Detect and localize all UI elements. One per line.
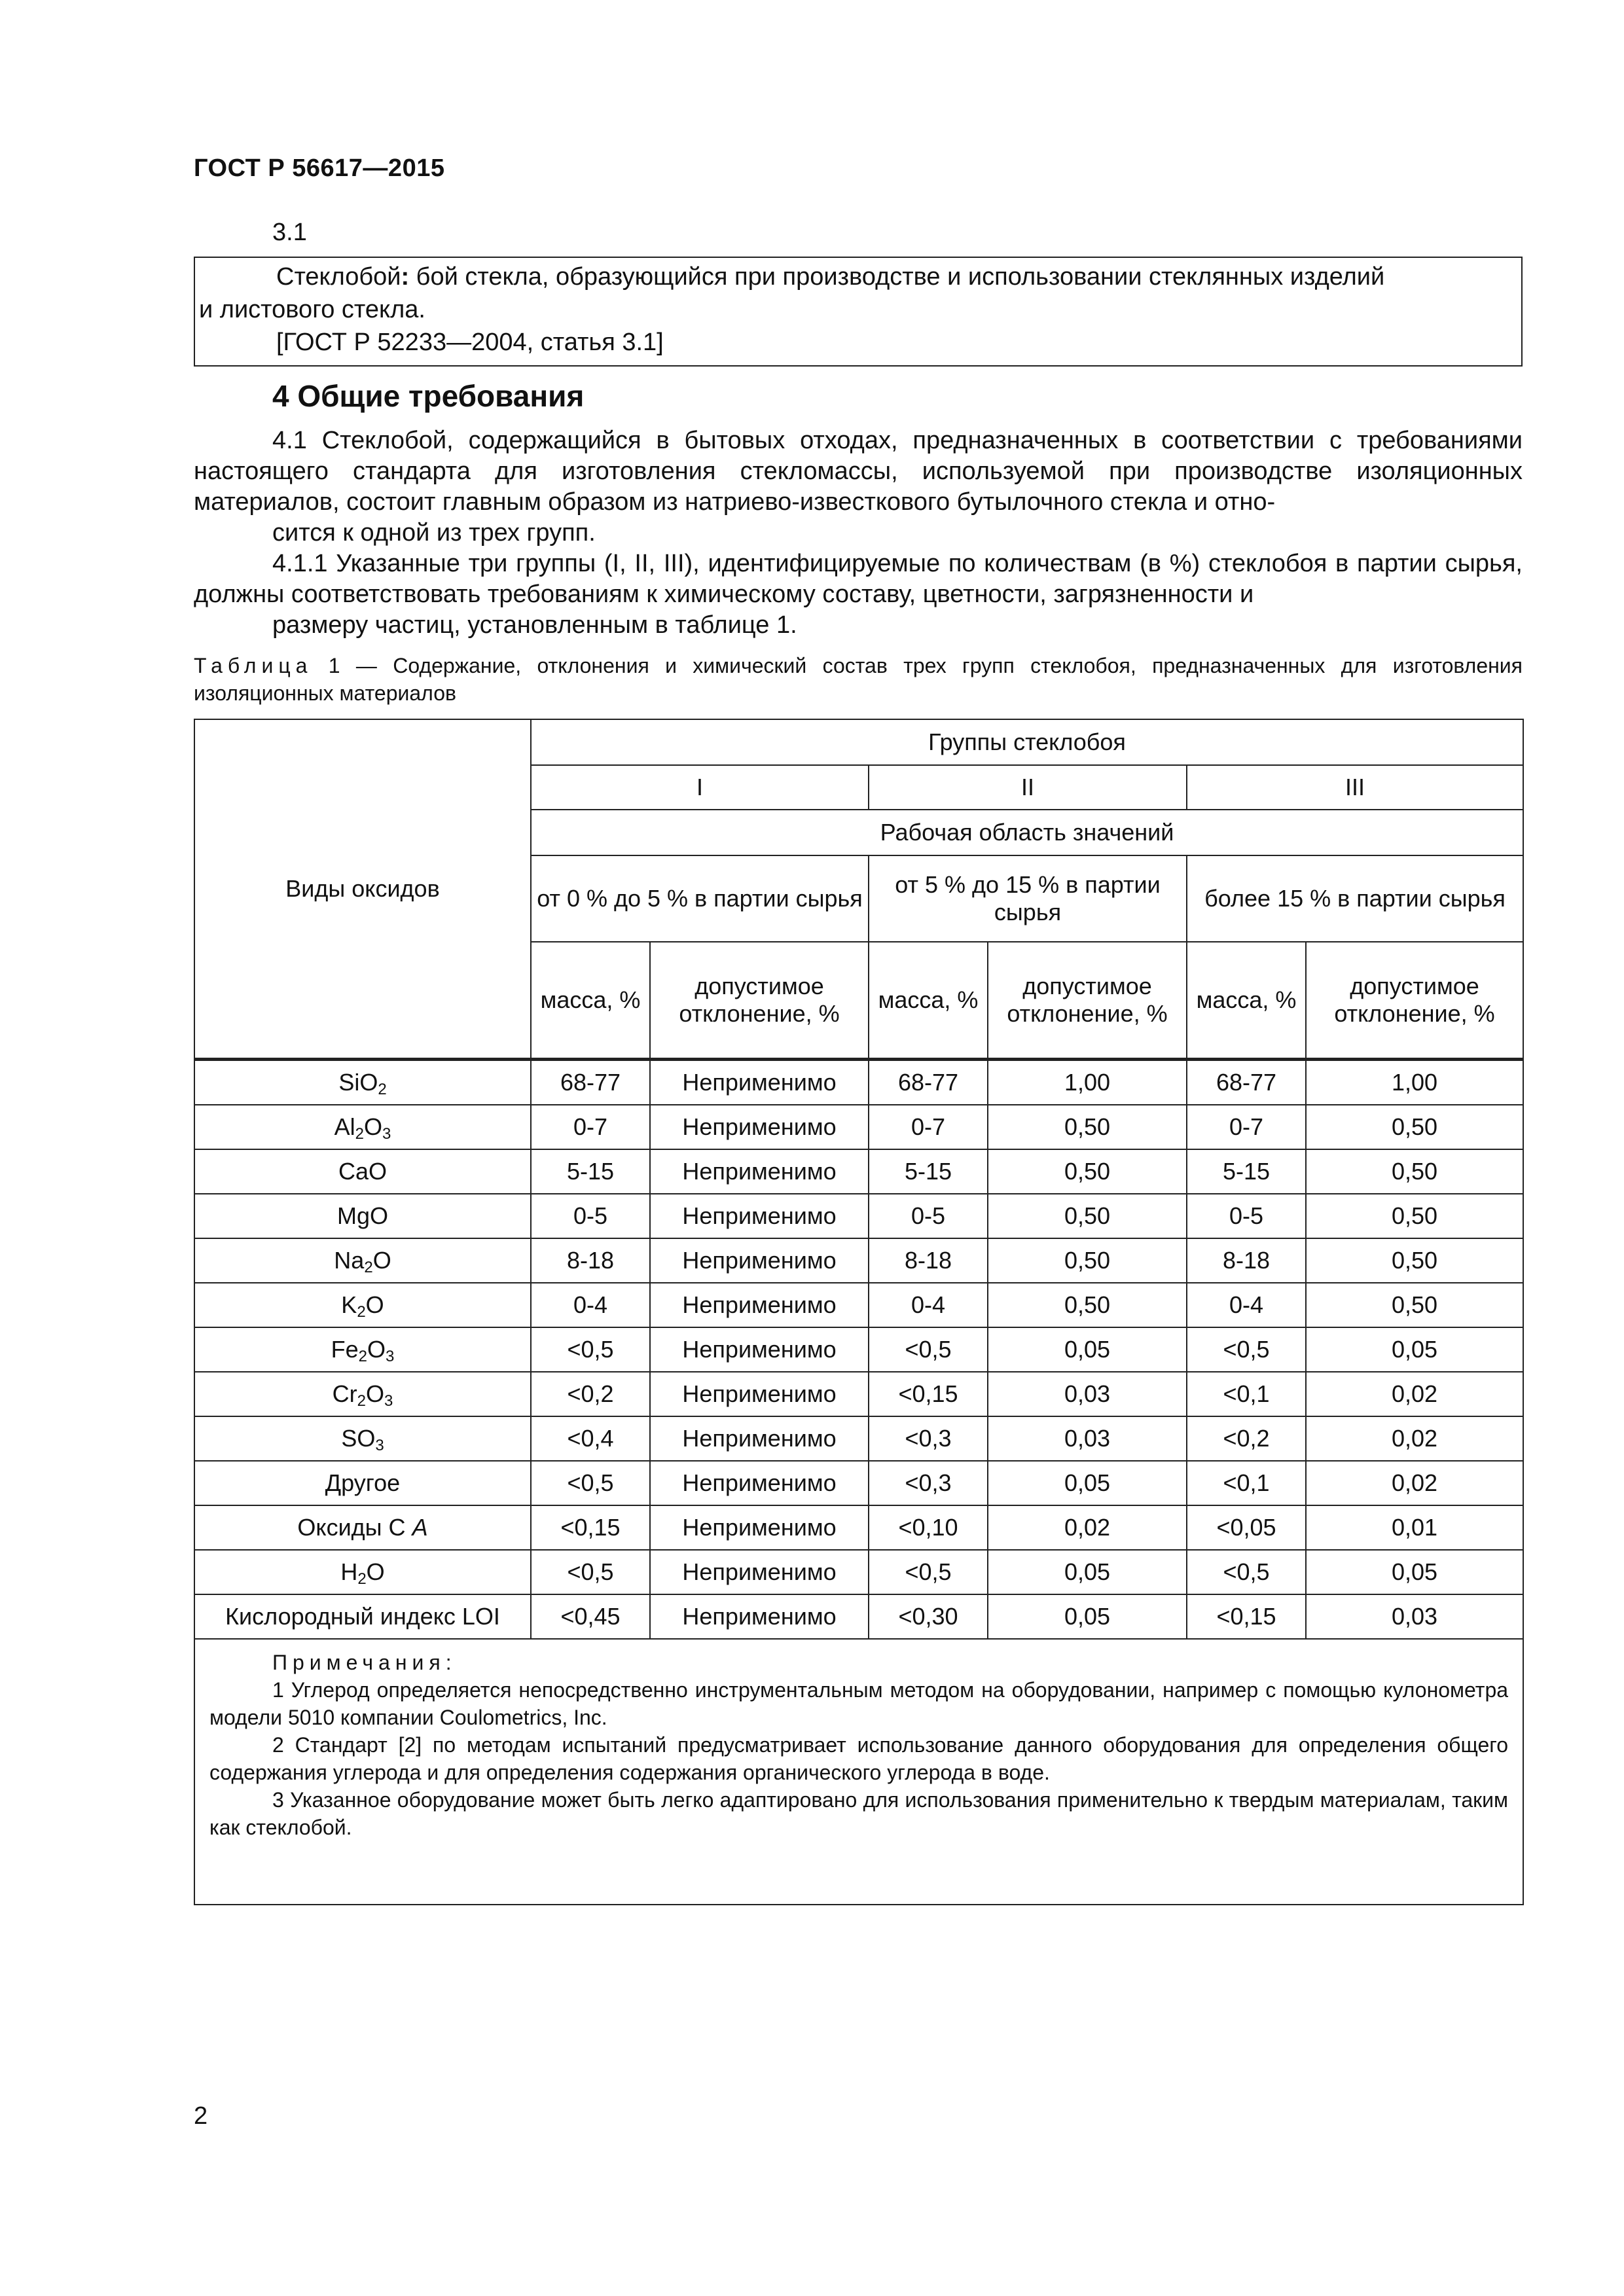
mass-cell: 5-15 bbox=[869, 1149, 988, 1194]
table-row bbox=[194, 1283, 1523, 1327]
range-group-3: более 15 % в партии сырья bbox=[1187, 855, 1523, 942]
mass-cell: 0-5 bbox=[1187, 1194, 1306, 1238]
deviation-header: допустимое отклонение, % bbox=[1306, 942, 1523, 1060]
table-row bbox=[194, 1194, 1523, 1238]
deviation-cell: Неприменимо bbox=[650, 1372, 869, 1416]
group-header-3: III bbox=[1187, 765, 1523, 810]
deviation-cell: Неприменимо bbox=[650, 1550, 869, 1594]
term-number: 3.1 bbox=[272, 219, 307, 246]
notes-title: Примечания: bbox=[272, 1651, 457, 1674]
table-row bbox=[194, 1505, 1523, 1550]
mass-cell: <0,2 bbox=[531, 1372, 650, 1416]
table-row bbox=[194, 1149, 1523, 1194]
term-definition-text: бой стекла, образующийся при производстве и использовании стеклянных изделий bbox=[409, 263, 1385, 291]
deviation-cell: 0,05 bbox=[1306, 1327, 1523, 1372]
term-definition-box bbox=[194, 257, 1523, 367]
range-header: Рабочая область значений bbox=[531, 810, 1523, 855]
oxide-table bbox=[194, 719, 1524, 1905]
oxide-name-cell: CaO bbox=[194, 1149, 531, 1194]
mass-cell: 5-15 bbox=[531, 1149, 650, 1194]
mass-cell: <0,5 bbox=[531, 1327, 650, 1372]
deviation-cell: 1,00 bbox=[1306, 1060, 1523, 1105]
deviation-cell: 0,05 bbox=[988, 1327, 1187, 1372]
section-title: 4 Общие требования bbox=[272, 379, 585, 413]
mass-cell: <0,1 bbox=[1187, 1461, 1306, 1505]
mass-cell: <0,3 bbox=[869, 1416, 988, 1461]
table-row bbox=[194, 1105, 1523, 1149]
mass-cell: <0,5 bbox=[869, 1327, 988, 1372]
group-header-2: II bbox=[869, 765, 1187, 810]
mass-cell: <0,45 bbox=[531, 1594, 650, 1639]
oxide-name-cell: SiO$_2$ bbox=[194, 1060, 531, 1105]
oxide-column-header: Виды оксидов bbox=[194, 719, 531, 1060]
mass-cell: 0-4 bbox=[1187, 1283, 1306, 1327]
mass-cell: 68-77 bbox=[1187, 1060, 1306, 1105]
mass-cell: <0,5 bbox=[1187, 1550, 1306, 1594]
page-number: 2 bbox=[194, 2102, 208, 2130]
mass-cell: <0,5 bbox=[869, 1550, 988, 1594]
oxide-name-cell: $Cr_2O_3$ bbox=[194, 1372, 531, 1416]
mass-cell: <0,5 bbox=[1187, 1327, 1306, 1372]
table-caption-text: 1 — Содержание, отклонения и химический состав трех групп стеклобоя, предназначенных для изготовления изоляционных материалов bbox=[194, 654, 1523, 705]
deviation-cell: 0,50 bbox=[988, 1238, 1187, 1283]
deviation-cell: Неприменимо bbox=[650, 1194, 869, 1238]
mass-cell: <0,5 bbox=[531, 1550, 650, 1594]
deviation-cell: Неприменимо bbox=[650, 1149, 869, 1194]
deviation-cell: 0,05 bbox=[1306, 1550, 1523, 1594]
mass-cell: <0,30 bbox=[869, 1594, 988, 1639]
deviation-cell: 0,02 bbox=[1306, 1461, 1523, 1505]
oxide-name-cell: $K_2O$ bbox=[194, 1283, 531, 1327]
mass-cell: 0-7 bbox=[1187, 1105, 1306, 1149]
mass-cell: <0,05 bbox=[1187, 1505, 1306, 1550]
mass-cell: 0-4 bbox=[869, 1283, 988, 1327]
paragraph-4-1 bbox=[194, 425, 1523, 548]
deviation-cell: 0,50 bbox=[1306, 1105, 1523, 1149]
deviation-cell: 0,03 bbox=[988, 1372, 1187, 1416]
mass-cell: <0,3 bbox=[869, 1461, 988, 1505]
paragraph-4-1-1 bbox=[194, 548, 1523, 641]
oxide-name-cell: Оксиды С A bbox=[194, 1505, 531, 1550]
deviation-header: допустимое отклонение, % bbox=[988, 942, 1187, 1060]
mass-cell: 5-15 bbox=[1187, 1149, 1306, 1194]
table-row bbox=[194, 1327, 1523, 1372]
deviation-cell: Неприменимо bbox=[650, 1105, 869, 1149]
deviation-cell: 0,05 bbox=[988, 1461, 1187, 1505]
deviation-cell: 0,03 bbox=[988, 1416, 1187, 1461]
mass-cell: 0-5 bbox=[531, 1194, 650, 1238]
oxide-name-cell: $Fe_2O_3$ bbox=[194, 1327, 531, 1372]
oxide-name-cell: $H_2O$ bbox=[194, 1550, 531, 1594]
mass-cell: 0-5 bbox=[869, 1194, 988, 1238]
deviation-cell: 0,02 bbox=[1306, 1372, 1523, 1416]
term-colon: : bbox=[401, 263, 410, 291]
deviation-cell: Неприменимо bbox=[650, 1505, 869, 1550]
deviation-cell: 0,01 bbox=[1306, 1505, 1523, 1550]
table-row bbox=[194, 1594, 1523, 1639]
deviation-cell: 0,05 bbox=[988, 1550, 1187, 1594]
range-group-1: от 0 % до 5 % в партии сырья bbox=[531, 855, 869, 942]
paragraph-4-1-last: сится к одной из трех групп. bbox=[272, 519, 596, 547]
term-source: [ГОСТ Р 52233—2004, статья 3.1] bbox=[276, 329, 664, 356]
deviation-cell: 0,50 bbox=[988, 1149, 1187, 1194]
table-notes bbox=[194, 1639, 1523, 1905]
deviation-cell: 0,50 bbox=[1306, 1149, 1523, 1194]
table-row bbox=[194, 1416, 1523, 1461]
oxide-name-cell: MgO bbox=[194, 1194, 531, 1238]
deviation-cell: Неприменимо bbox=[650, 1327, 869, 1372]
term-definition-line2: и листового стекла. bbox=[199, 296, 425, 323]
mass-cell: <0,4 bbox=[531, 1416, 650, 1461]
mass-cell: <0,1 bbox=[1187, 1372, 1306, 1416]
mass-cell: <0,5 bbox=[531, 1461, 650, 1505]
table-caption-word: Таблица bbox=[194, 654, 313, 677]
groups-header: Группы стеклобоя bbox=[531, 719, 1523, 765]
table-row bbox=[194, 1238, 1523, 1283]
oxide-name-cell: Кислородный индекс LOI bbox=[194, 1594, 531, 1639]
mass-cell: <0,15 bbox=[869, 1372, 988, 1416]
note-3: 3 Указанное оборудование может быть легко адаптировано для использования применительно к твердым материалам, таким как стеклобой. bbox=[209, 1788, 1509, 1839]
deviation-cell: Неприменимо bbox=[650, 1461, 869, 1505]
deviation-cell: 0,50 bbox=[1306, 1283, 1523, 1327]
table-row bbox=[194, 1372, 1523, 1416]
deviation-cell: 0,50 bbox=[1306, 1238, 1523, 1283]
deviation-cell: 0,50 bbox=[988, 1283, 1187, 1327]
deviation-cell: 0,50 bbox=[988, 1105, 1187, 1149]
mass-cell: 68-77 bbox=[869, 1060, 988, 1105]
note-1: 1 Углерод определяется непосредственно инструментальным методом на оборудовании, например с помощью кулонометра модели 5010 компании Coulometrics, Inc. bbox=[209, 1678, 1509, 1729]
deviation-cell: 0,50 bbox=[1306, 1194, 1523, 1238]
paragraph-4-1-1-main: 4.1.1 Указанные три группы (I, II, III), идентифицируемые по количествам (в %) стеклобоя в партии сырья, должны соответствовать требованиям к химическому составу, цветности, загрязненности и bbox=[194, 550, 1523, 608]
mass-header: масса, % bbox=[1187, 942, 1306, 1060]
note-2: 2 Стандарт [2] по методам испытаний предусматривает использование данного оборудования для определения общего содержания углерода и для определения содержания органического углерода в воде. bbox=[209, 1733, 1509, 1784]
mass-cell: <0,10 bbox=[869, 1505, 988, 1550]
table-row bbox=[194, 1461, 1523, 1505]
deviation-cell: Неприменимо bbox=[650, 1594, 869, 1639]
deviation-cell: 0,02 bbox=[1306, 1416, 1523, 1461]
table-row bbox=[194, 1060, 1523, 1105]
mass-cell: 68-77 bbox=[531, 1060, 650, 1105]
deviation-cell: 0,05 bbox=[988, 1594, 1187, 1639]
mass-header: масса, % bbox=[531, 942, 650, 1060]
deviation-cell: 0,02 bbox=[988, 1505, 1187, 1550]
deviation-cell: Неприменимо bbox=[650, 1416, 869, 1461]
oxide-name-cell: Другое bbox=[194, 1461, 531, 1505]
range-group-2: от 5 % до 15 % в партии сырья bbox=[869, 855, 1187, 942]
document-code: ГОСТ Р 56617—2015 bbox=[194, 154, 445, 182]
oxide-name-cell: $Al_2O_3$ bbox=[194, 1105, 531, 1149]
paragraph-4-1-main: 4.1 Стеклобой, содержащийся в бытовых отходах, предназначенных в соответствии с требованиями настоящего стандарта для изготовления стекломассы, используемой при производстве изоляционных материалов, состоит главным образом из натриево-известкового бутылочного стекла и отно- bbox=[194, 427, 1523, 516]
mass-cell: 8-18 bbox=[869, 1238, 988, 1283]
term-definition-line bbox=[199, 260, 1516, 293]
mass-cell: 8-18 bbox=[531, 1238, 650, 1283]
deviation-cell: 1,00 bbox=[988, 1060, 1187, 1105]
group-header-1: I bbox=[531, 765, 869, 810]
deviation-cell: Неприменимо bbox=[650, 1238, 869, 1283]
table-caption bbox=[194, 652, 1523, 707]
deviation-cell: 0,03 bbox=[1306, 1594, 1523, 1639]
mass-cell: <0,15 bbox=[1187, 1594, 1306, 1639]
mass-cell: 0-7 bbox=[531, 1105, 650, 1149]
oxide-name-cell: $Na_2O$ bbox=[194, 1238, 531, 1283]
mass-cell: <0,2 bbox=[1187, 1416, 1306, 1461]
table-row bbox=[194, 1550, 1523, 1594]
mass-cell: 0-4 bbox=[531, 1283, 650, 1327]
oxide-name-cell: $SO_3$ bbox=[194, 1416, 531, 1461]
deviation-cell: Неприменимо bbox=[650, 1060, 869, 1105]
mass-cell: 8-18 bbox=[1187, 1238, 1306, 1283]
mass-cell: <0,15 bbox=[531, 1505, 650, 1550]
deviation-cell: Неприменимо bbox=[650, 1283, 869, 1327]
paragraph-4-1-1-last: размеру частиц, установленным в таблице 1. bbox=[272, 611, 797, 639]
mass-cell: 0-7 bbox=[869, 1105, 988, 1149]
term-name: Стеклобой bbox=[276, 263, 401, 291]
deviation-cell: 0,50 bbox=[988, 1194, 1187, 1238]
deviation-header: допустимое отклонение, % bbox=[650, 942, 869, 1060]
mass-header: масса, % bbox=[869, 942, 988, 1060]
